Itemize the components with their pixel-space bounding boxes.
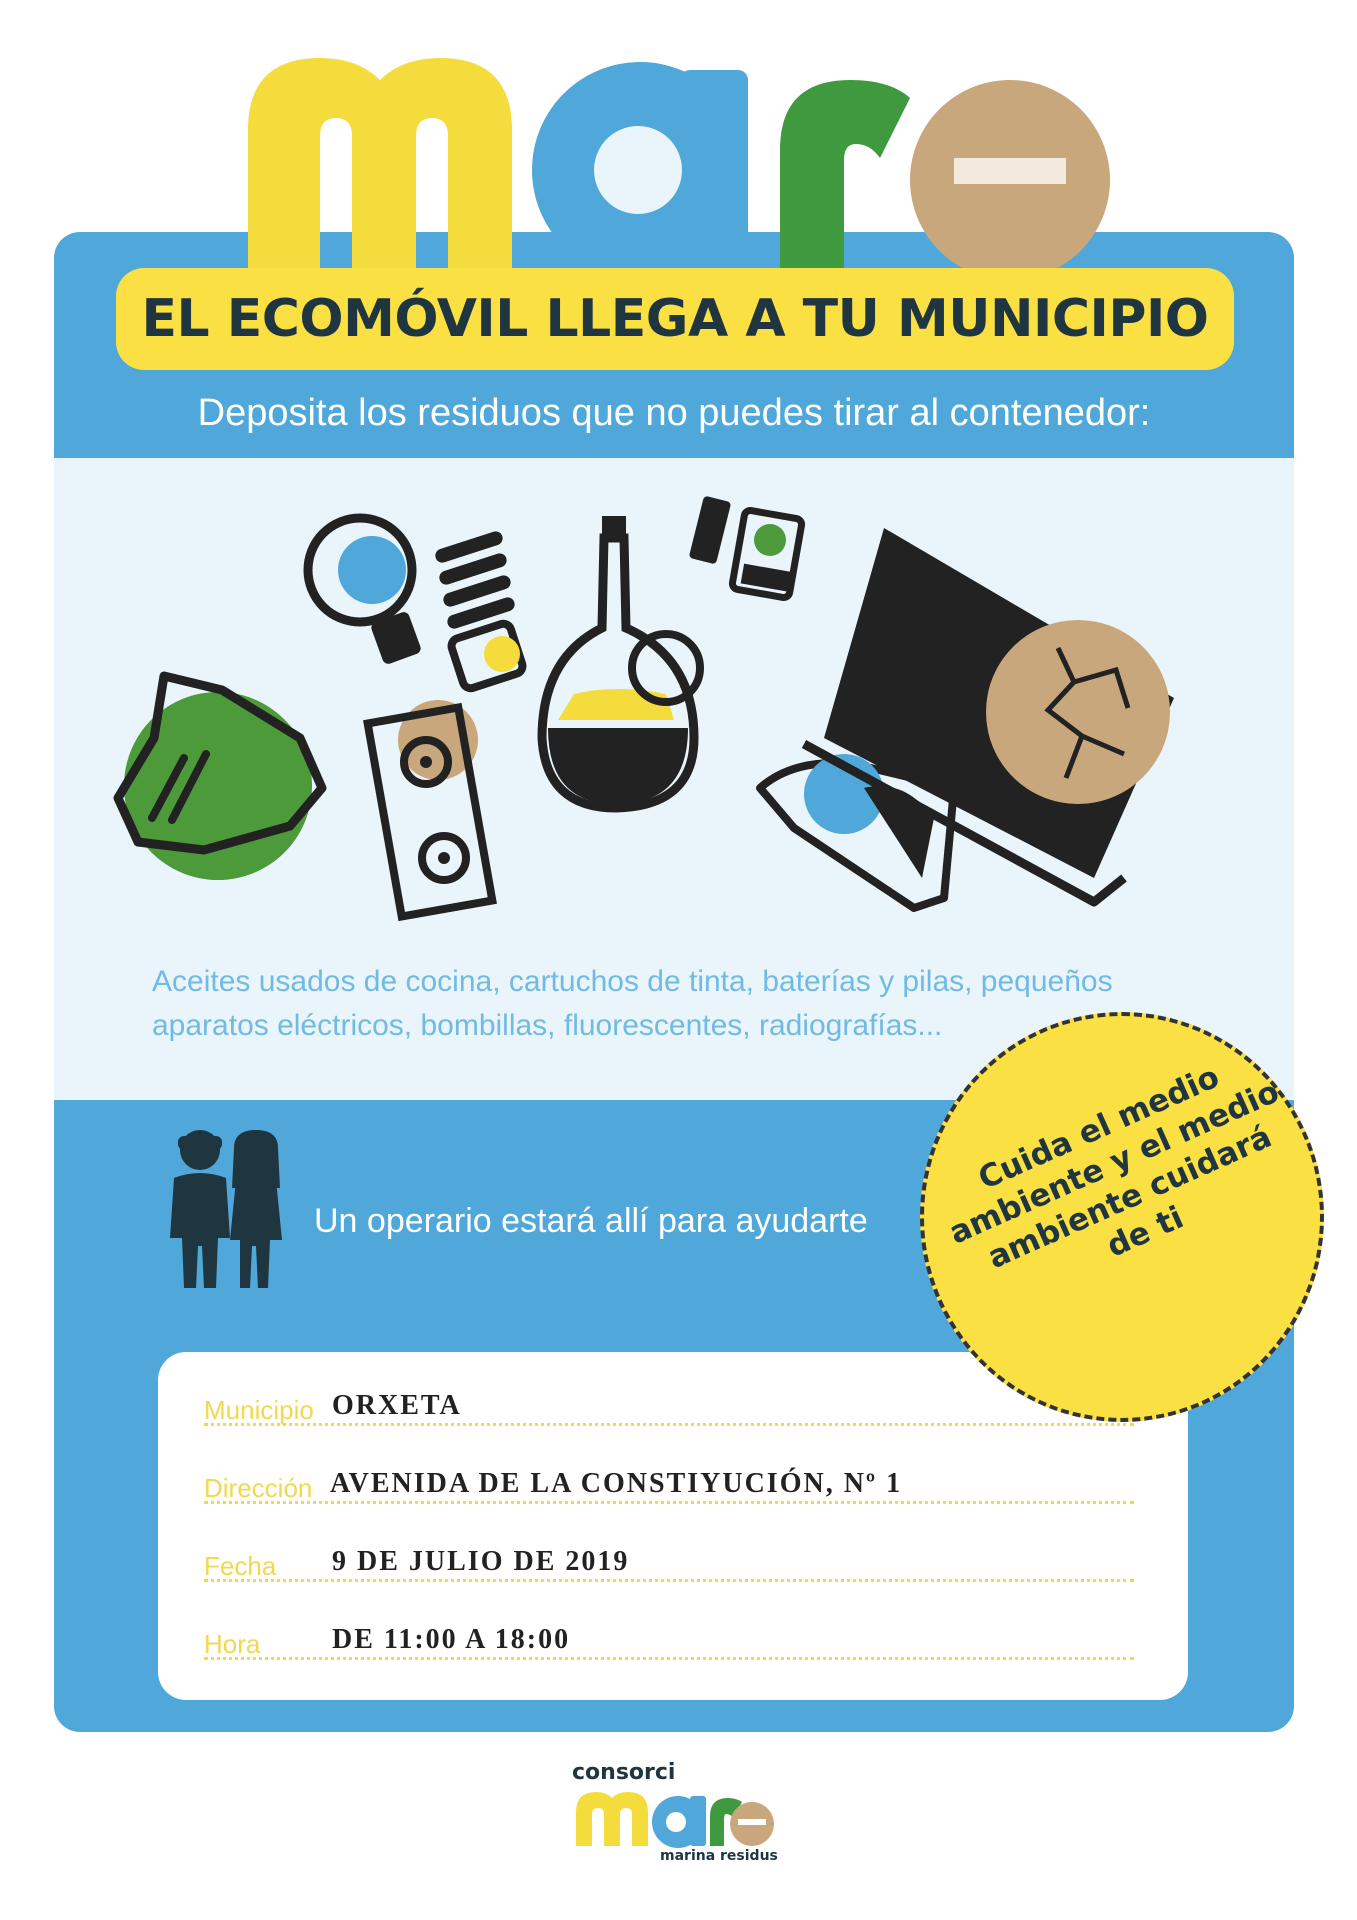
- fecha-value: 9 DE JULIO DE 2019: [328, 1546, 633, 1578]
- direccion-value: AVENIDA DE LA CONSTIYUCIÓN, Nº 1: [326, 1468, 906, 1500]
- event-info-box: [158, 1352, 1188, 1700]
- light-bulb-icon: [308, 518, 422, 666]
- jug-icon: [118, 676, 322, 880]
- footer-mare-logo: [574, 1786, 774, 1848]
- direccion-dots: [204, 1501, 1134, 1504]
- page-title: EL ECOMÓVIL LLEGA A TU MUNICIPIO: [141, 289, 1209, 349]
- cfl-bulb-icon: [434, 530, 525, 691]
- laptop-icon: [804, 528, 1174, 902]
- subtitle: Deposita los residuos que no puedes tirar al contenedor:: [197, 392, 1151, 434]
- waste-illustration: [54, 458, 1294, 928]
- fecha-dots: [204, 1579, 1134, 1582]
- operator-text: Un operario estará allí para ayudarte: [314, 1202, 868, 1240]
- operators-icon: [160, 1128, 292, 1288]
- fecha-row: [204, 1538, 1134, 1588]
- slogan-badge: [920, 1012, 1324, 1422]
- footer-tagline: marina residus: [660, 1848, 778, 1864]
- municipio-value: ORXETA: [328, 1390, 466, 1422]
- hora-label: Hora: [204, 1629, 261, 1659]
- fecha-label: Fecha: [204, 1551, 277, 1581]
- municipio-row: [204, 1382, 1134, 1432]
- hora-value: DE 11:00 A 18:00: [328, 1624, 574, 1656]
- municipio-label: Municipio: [204, 1395, 314, 1425]
- title-banner: [116, 268, 1234, 370]
- municipio-dots: [204, 1423, 1134, 1426]
- accepted-items-text: Aceites usados de cocina, cartuchos de tinta, baterías y pilas, pequeños aparatos eléctricos, bombillas, fluorescentes, radiografías...: [152, 965, 1113, 1042]
- footer-org-name: consorci: [572, 1760, 676, 1785]
- oil-cruet-icon: [542, 516, 700, 808]
- speaker-icon: [368, 700, 493, 916]
- slogan-text: Cuida el medio ambiente y el medio ambiente cuidará de ti: [944, 1058, 1285, 1277]
- direccion-row: [204, 1460, 1134, 1510]
- hora-row: [204, 1616, 1134, 1666]
- direccion-label: Dirección: [204, 1473, 313, 1503]
- batteries-icon: [689, 496, 803, 599]
- mare-logo: [240, 40, 1120, 290]
- hora-dots: [204, 1657, 1134, 1660]
